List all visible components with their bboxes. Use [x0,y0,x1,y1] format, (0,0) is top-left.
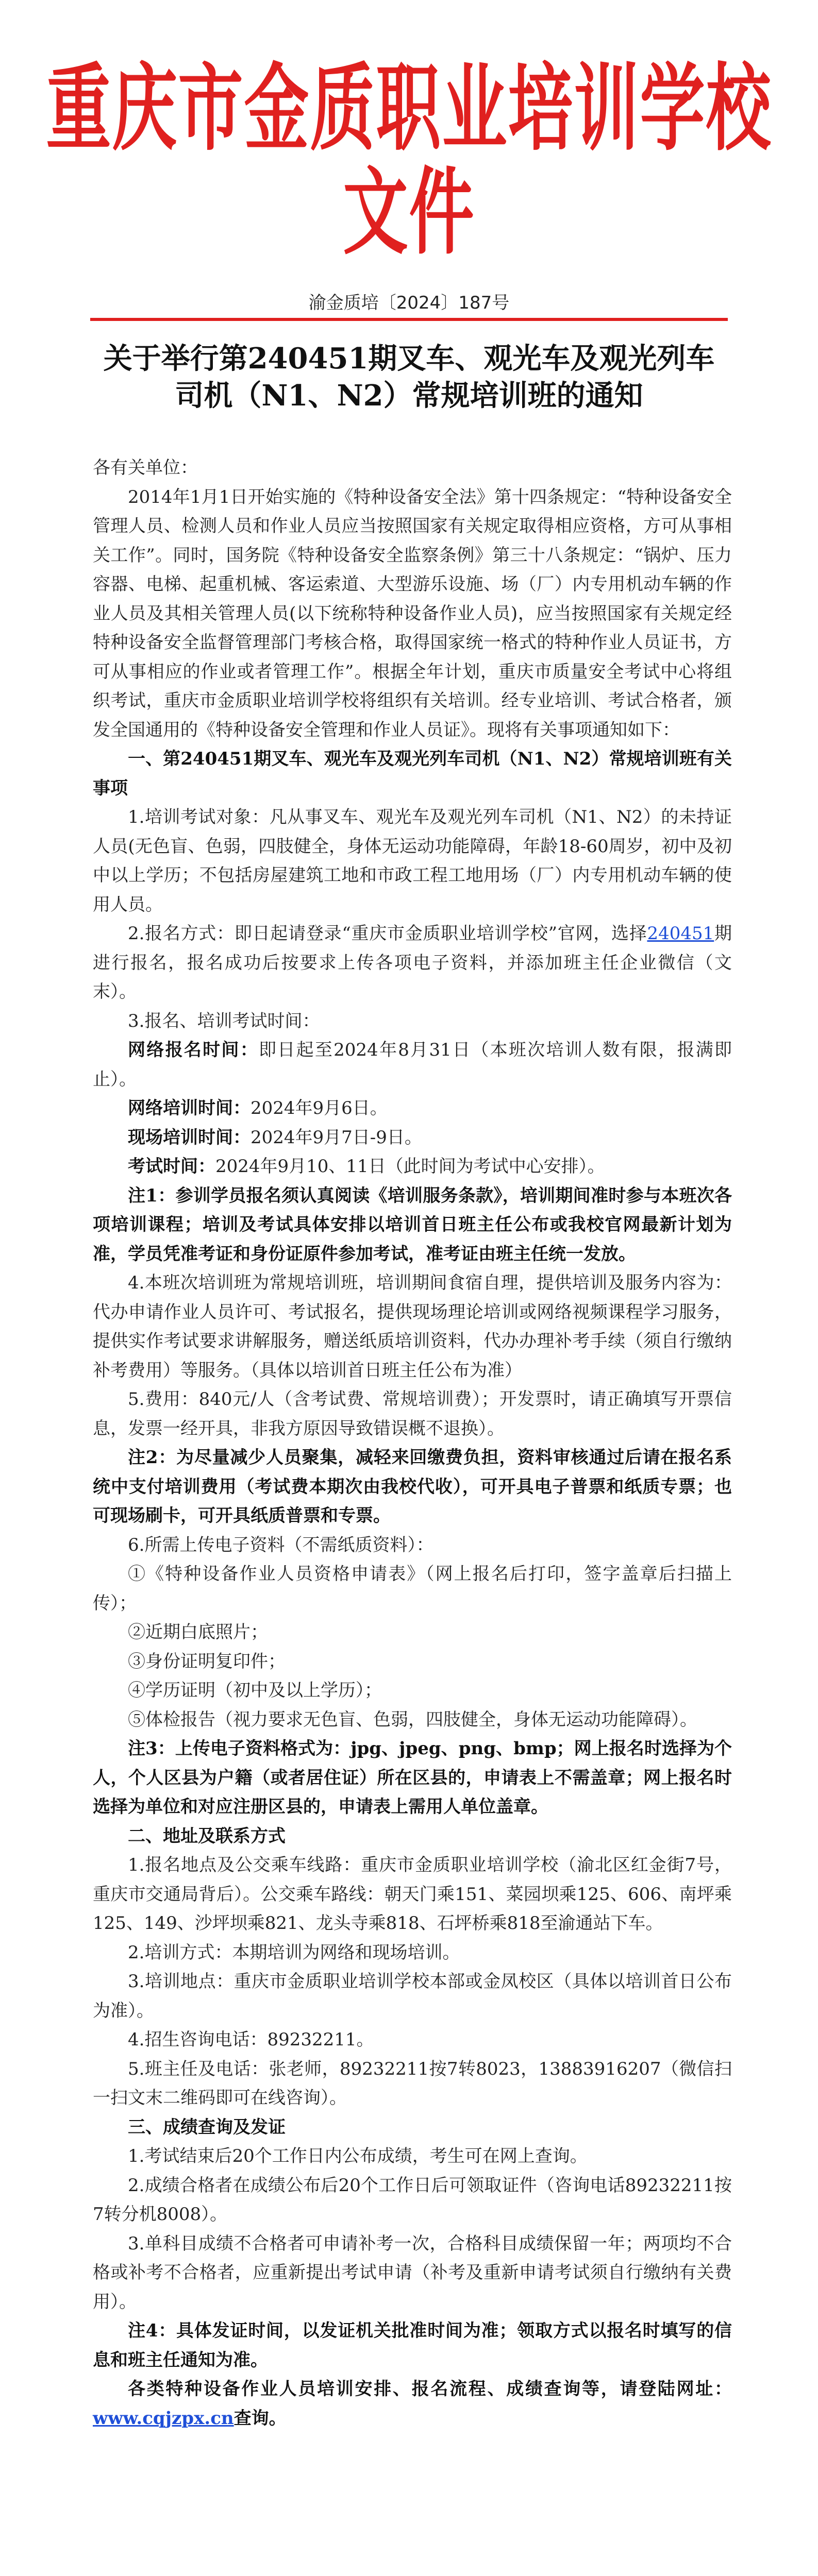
class-code-link[interactable]: 240451 [647,923,714,944]
item-2-signup [93,919,732,1007]
item-6-documents: 6.所需上传电子资料（不需纸质资料）： [128,1534,434,1555]
item-2-suffix: 期进行报名，报名成功后按要求上传各项电子资料，并添加班主任企业微信（文末）。 [93,923,732,1002]
salutation: 各有关单位： [93,457,198,478]
section-3-heading: 三、成绩查询及发证 [128,2116,286,2138]
header-red-rule [90,318,728,321]
doc-list-item: ①《特种设备作业人员资格申请表》（网上报名后打印，签字盖章后扫描上传）； [93,1564,732,1614]
exam-time-value: 2024年9月10、11日（此时间为考试中心安排）。 [215,1156,605,1177]
address-item-3: 3.培训地点：重庆市金质职业培训学校本部或金凤校区（具体以培训首日公布为准）。 [93,1971,732,2021]
doc-list-item: ④学历证明（初中及以上学历）； [128,1680,382,1701]
item-4-services: 4.本班次培训班为常规培训班，培训期间食宿自理，提供培训及服务内容为：代办申请作业人员许可、考试报名，提供现场理论培训或网络视频课程学习服务，提供实作考试要求讲解服务，赠送纸质培训资料，代办办理补考手续（须自行缴纳补考费用）等服务。（具体以培训首日班主任公布为准） [93,1273,732,1381]
item-1-target: 1.培训考试对象：凡从事叉车、观光车及观光列车司机（N1、N2）的未持证人员(无色盲、色弱，四肢健全，身体无运动功能障碍，年龄18-60周岁，初中及初中以上学历；不包括房屋建筑工地和市政工程工地用场（厂）内专用机动车辆的使用人员。 [93,807,732,915]
exam-time [93,1152,732,1181]
signup-deadline [93,1036,732,1094]
doc-list-item: ②近期白底照片； [128,1622,268,1642]
intro-paragraph: 2014年1月1日开始实施的《特种设备安全法》第十四条规定：“特种设备安全管理人员、检测人员和作业人员应当按照国家有关规定取得相应资格，方可从事相关工作”。同时，国务院《特种设备安全监察条例》第三十八条规定：“锅炉、压力容器、电梯、起重机械、客运索道、大型游乐设施、场（厂）内专用机动车辆的作业人员及其相关管理人员(以下统称特种设备作业人员)，应当按照国家有关规定经特种设备安全监督管理部门考核合格，取得国家统一格式的特种作业人员证书，方可从事相应的作业或者管理工作”。根据全年计划，重庆市质量安全考试中心将组织考试，重庆市金质职业培训学校将组织有关培训。经专业培训、考试合格者，颁发全国通用的《特种设备安全管理和作业人员证》。现将有关事项通知如下： [93,486,732,740]
onsite-training-value: 2024年9月7日-9日。 [251,1127,422,1148]
notice-title-line-1: 关于举行第240451期叉车、观光车及观光列车 [103,342,715,376]
doc-list-item: ③身份证明复印件； [128,1651,286,1672]
signup-deadline-label: 网络报名时间： [128,1040,259,1060]
note-3: 注3：上传电子资料格式为：jpg、jpeg、png、bmp；网上报名时选择为个人，个人区县为户籍（或者居住证）所在区县的，申请表上不需盖章；网上报名时选择为单位和对应注册区县的，申请表上需用人单位盖章。 [93,1738,732,1817]
document-number: 渝金质培〔2024〕187号 [308,293,510,313]
closing-suffix: 查询。 [233,2408,287,2429]
online-training-time [93,1094,732,1123]
item-3-schedule: 3.报名、培训考试时间： [128,1010,320,1031]
note-1: 注1：参训学员报名须认真阅读《培训服务条款》，培训期间准时参与本班次各项培训课程；培训及考试具体安排以培训首日班主任公布或我校官网最新计划为准，学员凭准考证和身份证原件参加考试，准考证由班主任统一发放。 [93,1185,732,1264]
notice-body [93,453,732,2433]
result-item-1: 1.考试结束后20个工作日内公布成绩，考生可在网上查询。 [128,2146,588,2166]
address-item-5: 5.班主任及电话：张老师，89232211按7转8023，13883916207（微信扫一扫文末二维码即可在线咨询）。 [93,2058,732,2108]
website-link[interactable]: www.cqjzpx.cn [93,2408,234,2429]
notice-title [77,340,741,414]
address-item-2: 2.培训方式：本期培训为网络和现场培训。 [128,1942,460,1963]
item-5-fee: 5.费用：840元/人（含考试费、常规培训费）；开发票时，请正确填写开票信息，发票一经开具，非我方原因导致错误概不退换）。 [93,1389,732,1439]
online-training-label: 网络培训时间： [128,1098,251,1118]
onsite-training-label: 现场培训时间： [128,1127,251,1148]
document-header-title: 重庆市金质职业培训学校文件 [46,53,772,267]
item-2-prefix: 2.报名方式：即日起请登录“重庆市金质职业培训学校”官网，选择 [128,923,647,944]
section-1-heading: 一、第240451期叉车、观光车及观光列车司机（N1、N2）常规培训班有关事项 [93,749,732,799]
address-item-4: 4.招生咨询电话：89232211。 [128,2029,374,2050]
closing-prefix: 各类特种设备作业人员培训安排、报名流程、成绩查询等，请登陆网址： [128,2379,732,2399]
notice-title-line-2: 司机（N1、N2）常规培训班的通知 [175,379,643,413]
note-2: 注2：为尽量减少人员聚集，减轻来回缴费负担，资料审核通过后请在报名系统中支付培训费用（考试费本期次由我校代收），可开具电子普票和纸质专票；也可现场刷卡，可开具纸质普票和专票。 [93,1447,732,1526]
doc-list-item: ⑤体检报告（视力要求无色盲、色弱，四肢健全，身体无运动功能障碍）。 [128,1709,697,1730]
onsite-training-time [93,1123,732,1153]
section-2-heading: 二、地址及联系方式 [128,1825,286,1846]
result-item-2: 2.成绩合格者在成绩公布后20个工作日后可领取证件（咨询电话89232211按7转分机8008）。 [93,2175,732,2225]
signup-deadline-value: 即日起至2024年8月31日（本班次培训人数有限，报满即止）。 [93,1040,732,1090]
exam-time-label: 考试时间： [128,1156,215,1177]
address-item-1: 1.报名地点及公交乘车线路：重庆市金质职业培训学校（渝北区红金街7号，重庆市交通局背后）。公交乘车路线：朝天门乘151、菜园坝乘125、606、南坪乘125、149、沙坪坝乘821、龙头寺乘818、石坪桥乘818至渝通站下车。 [93,1855,732,1934]
note-4: 注4：具体发证时间，以发证机关批准时间为准；领取方式以报名时填写的信息和班主任通知为准。 [93,2320,732,2370]
result-item-3: 3.单科目成绩不合格者可申请补考一次，合格科目成绩保留一年；两项均不合格或补考不合格者，应重新提出考试申请（补考及重新申请考试须自行缴纳有关费用）。 [93,2233,732,2312]
closing-paragraph [93,2375,732,2433]
online-training-value: 2024年9月6日。 [251,1098,388,1118]
